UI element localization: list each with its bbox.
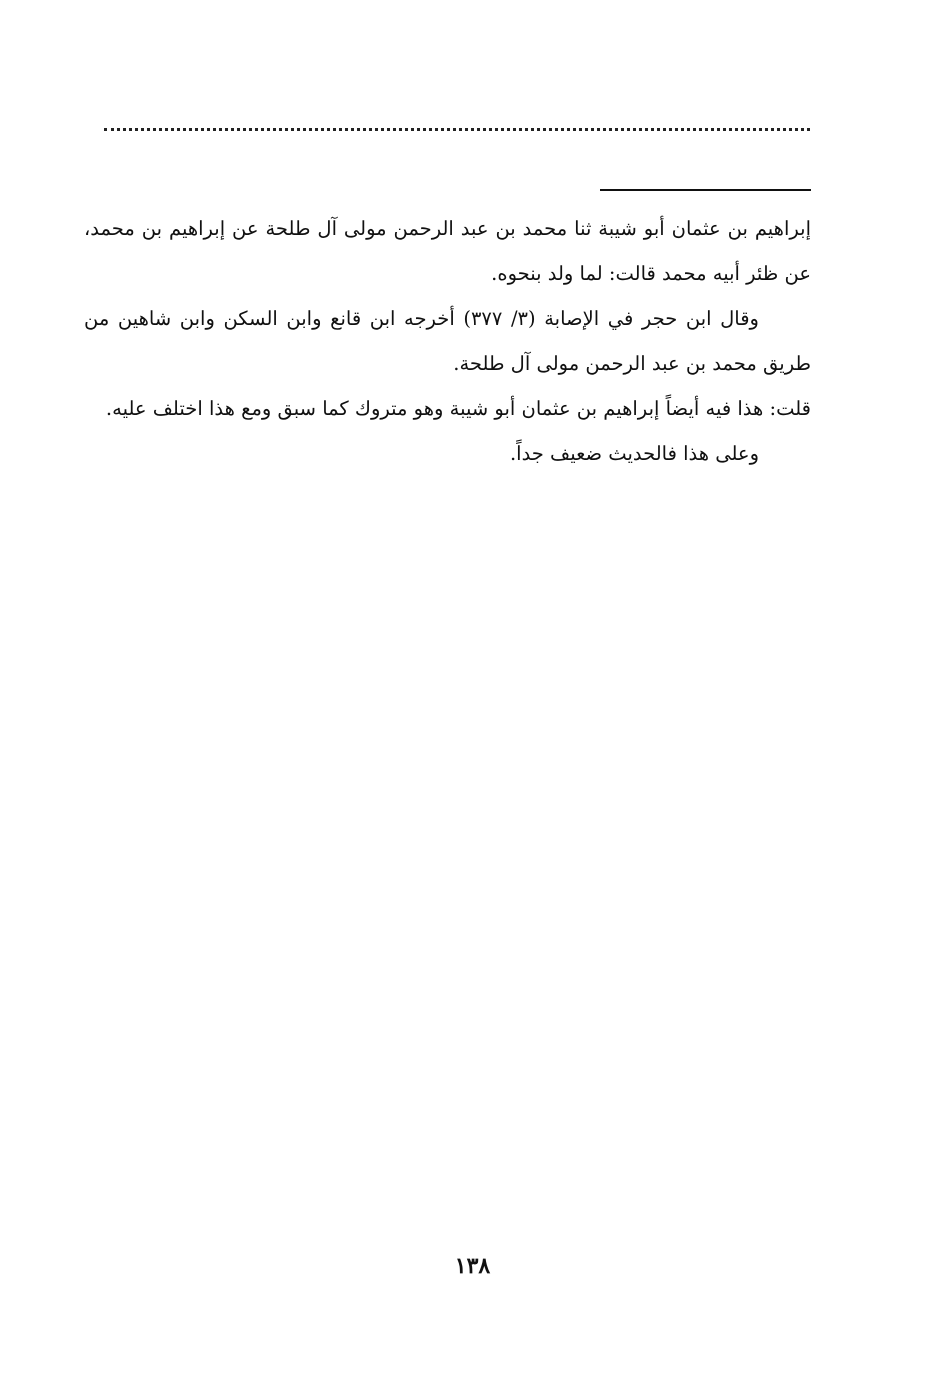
page-number: ١٣٨ <box>454 1253 491 1279</box>
footnote-paragraph-4: وعلى هذا فالحديث ضعيف جداً. <box>509 442 759 465</box>
footnote-text <box>84 206 811 476</box>
footnote-separator-line <box>600 189 811 191</box>
footnote-paragraph-3: قلت: هذا فيه أيضاً إبراهيم بن عثمان أبو شيبة وهو متروك كما سبق ومع هذا اختلف عليه. <box>105 397 811 420</box>
dotted-separator <box>104 128 810 131</box>
footnote-paragraph-1: إبراهيم بن عثمان أبو شيبة ثنا محمد بن عبد الرحمن مولى آل طلحة عن إبراهيم بن محمد، عن ظئر أبيه محمد قالت: لما ولد بنحوه. <box>84 217 811 285</box>
footnote-paragraph-2: وقال ابن حجر في الإصابة (٣/ ٣٧٧) أخرجه ابن قانع وابن السكن وابن شاهين من طريق محمد بن عبد الرحمن مولى آل طلحة. <box>84 307 811 375</box>
